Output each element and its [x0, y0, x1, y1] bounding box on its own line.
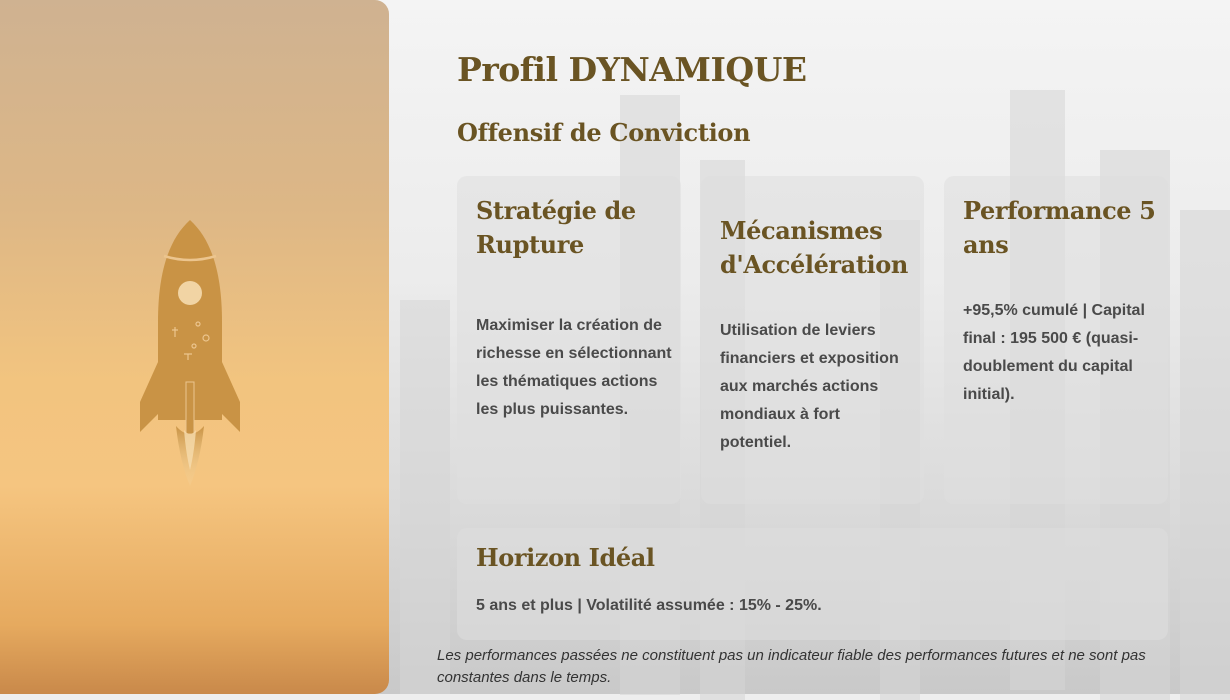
rocket-icon: [128, 212, 252, 494]
page-subtitle: Offensif de Conviction: [457, 118, 751, 147]
card-title: Performance 5 ans: [963, 196, 1156, 259]
card-title: Horizon Idéal: [476, 543, 655, 572]
card-body: +95,5% cumulé | Capital final : 195 500 € (quasi-doublement du capital initial).: [963, 302, 1145, 403]
card-title: Stratégie de Rupture: [476, 196, 636, 259]
card-body: 5 ans et plus | Volatilité assumée : 15% - 25%.: [476, 597, 822, 614]
horizon-card: [457, 528, 1168, 640]
card-title: Mécanismes d'Accélération: [720, 216, 908, 279]
page-title: Profil DYNAMIQUE: [457, 50, 807, 89]
performance-card: [944, 176, 1168, 504]
mechanisms-card: [701, 176, 924, 504]
card-body: Utilisation de leviers financiers et exposition aux marchés actions mondiaux à fort potentiel.: [720, 322, 899, 451]
hero-panel: [0, 0, 389, 694]
disclaimer-text: Les performances passées ne constituent pas un indicateur fiable des performances futures et ne sont pas constantes dans le temps.: [437, 647, 1146, 686]
card-body: Maximiser la création de richesse en sélectionnant les thématiques actions les plus puissantes.: [476, 317, 672, 418]
strategy-card: [457, 176, 681, 504]
